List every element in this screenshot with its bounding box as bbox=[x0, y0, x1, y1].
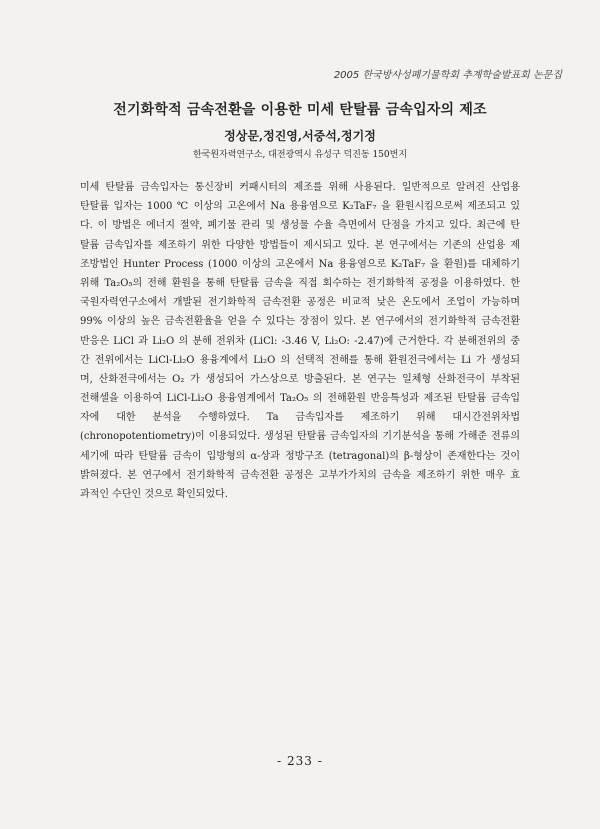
abstract-line: 탄탈륨 입자는 1000 ℃ 이상의 고온에서 Na 용융염으로 K₂TaF₇ 을 환원시킴으로써 제조되고 있 bbox=[80, 201, 520, 213]
conference-header: 2005 한국방사성폐기물학회 추계학술발표회 논문집 bbox=[333, 70, 562, 81]
abstract-line: 자에 대한 분석을 수행하였다. Ta 금속입자를 제조하기 위해 대시간전위차법 bbox=[80, 412, 520, 424]
abstract-line: 미세 탄탈륨 금속입자는 통신장비 커패시터의 제조를 위해 사용된다. 일반적으로 알려진 산업용 bbox=[80, 182, 520, 193]
abstract-line: 과적인 수단인 것으로 확인되었다. bbox=[80, 489, 228, 500]
abstract-line: 99% 이상의 높은 금속전환율을 얻을 수 있다는 장점이 있다. 본 연구에서의 전기화학적 금속전환 bbox=[80, 316, 520, 328]
abstract-line: 다. 이 방법은 에너지 절약, 폐기물 관리 및 생성물 수율 측면에서 단점을 가지고 있다. 최근에 탄 bbox=[80, 220, 520, 232]
paper-affiliation: 한국원자력연구소, 대전광역시 유성구 덕진동 150번지 bbox=[192, 150, 408, 160]
abstract-line: 탈륨 금속입자를 제조하기 위한 다양한 방법들이 제시되고 있다. 본 연구에서는 기존의 산업용 제 bbox=[80, 239, 520, 251]
abstract-line: 간 전위에서는 LiCl-Li₂O 용융계에서 Li₂O 의 선택적 전해를 통해 환원전극에서는 Li 가 생성되 bbox=[80, 354, 520, 366]
paper-authors: 정상문,정진영,서중석,정기정 bbox=[224, 129, 376, 143]
abstract-body bbox=[80, 178, 520, 504]
paper-title: 전기화학적 금속전환을 이용한 미세 탄탈륨 금속입자의 제조 bbox=[113, 102, 487, 118]
abstract-line: 위해 Ta₂O₅의 전해 환원을 통해 탄탈륨 금속을 직접 회수하는 전기화학적 공정을 이용하였다. 한 bbox=[80, 277, 520, 289]
abstract-line: 세기에 따라 탄탈륨 금속이 입방형의 α-상과 정방구조 (tetragonal)의 β-형상이 존재한다는 것이 bbox=[80, 450, 520, 462]
abstract-line: 며, 산화전극에서는 O₂ 가 생성되어 가스상으로 방출된다. 본 연구는 일체형 산화전극이 부착된 bbox=[80, 373, 520, 385]
abstract-line: 조방법인 Hunter Process (1000 이상의 고온에서 Na 용융염으로 K₂TaF₇ 을 환원)를 대체하기 bbox=[80, 258, 520, 270]
page-number: - 233 - bbox=[277, 754, 323, 768]
abstract-line: 전해셀을 이용하여 LiCl-Li₂O 용융염계에서 Ta₂O₅ 의 전해환원 반응특성과 제조된 탄탈륨 금속입 bbox=[80, 393, 520, 405]
abstract-line: (chronopotentiometry)이 이용되었다. 생성된 탄탈륨 금속입자의 기기분석을 통해 가해준 전류의 bbox=[80, 431, 520, 443]
abstract-line: 반응은 LiCl 과 Li₂O 의 분해 전위차 (LiCl: -3.46 V, Li₂O: -2.47)에 근거한다. 각 분해전위의 중 bbox=[80, 335, 520, 347]
abstract-line: 밝혀졌다. 본 연구에서 전기화학적 금속전환 공정은 고부가가치의 금속을 제조하기 위한 매우 효 bbox=[80, 469, 520, 481]
abstract-line: 국원자력연구소에서 개발된 전기화학적 금속전환 공정은 비교적 낮은 온도에서 조업이 가능하며 bbox=[80, 297, 520, 309]
